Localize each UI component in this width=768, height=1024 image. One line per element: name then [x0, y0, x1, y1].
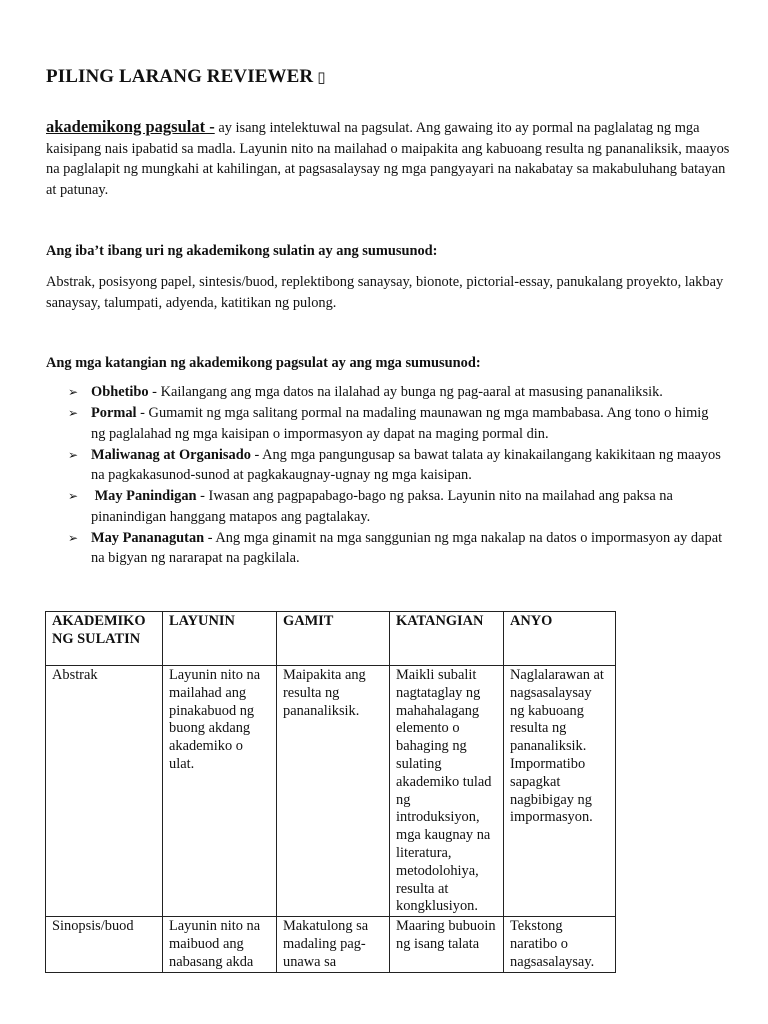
arrow-bullet-icon: ➢: [68, 530, 79, 545]
feature-text: - Gumamit ng mga salitang pormal na madaling maunawan ng mga mambabasa. Ang tono o himig ng paglalahad ng mga kaisipan o impormasyon ay dapat na maging pormal din.: [91, 405, 709, 442]
feature-text: - Kailangang ang mga datos na ilalahad ay bunga ng pag-aaral at masusing pananaliksik.: [148, 384, 663, 400]
types-heading: Ang iba’t ibang uri ng akademikong sulatin ay ang sumusunod:: [46, 243, 438, 259]
feature-text: - Ang mga pangungusap sa bawat talata ay kinakailangang kakikitaan ng maayos na pagkakasunod-sunod at pagkakaugnay-ugnay ng mga kaisipan.: [91, 446, 721, 483]
features-list: [46, 382, 726, 569]
table-cell: Layunin nito na mailahad ang pinakabuod ng buong akdang akademiko o ulat.: [163, 666, 277, 917]
column-header: ANYO: [504, 612, 616, 666]
table-cell: Abstrak: [46, 666, 163, 917]
arrow-bullet-icon: ➢: [68, 406, 79, 420]
intro-paragraph: [46, 117, 736, 200]
feature-term: Pormal: [91, 405, 137, 421]
table-cell: Tekstong naratibo o nagsasalaysay.: [504, 917, 616, 972]
list-item: [46, 403, 726, 444]
table-cell: Maikli subalit nagtataglay ng mahahalagang elemento o bahaging ng sulating akademiko tulad ng introduksiyon, mga kaugnay na literatura, metodolohiya, resulta at kongklusiyon.: [390, 666, 504, 917]
column-header: GAMIT: [277, 612, 390, 666]
intro-term: akademikong pagsulat -: [46, 117, 215, 136]
title-text: PILING LARANG REVIEWER: [46, 66, 314, 87]
column-header: LAYUNIN: [163, 612, 277, 666]
features-heading: Ang mga katangian ng akademikong pagsulat ay ang mga sumusunod:: [46, 355, 481, 371]
types-paragraph: Abstrak, posisyong papel, sintesis/buod, replektibong sanaysay, bionote, pictorial-essay, panukalang proyekto, lakbay sanaysay, talumpati, adyenda, katitikan ng pulong.: [46, 274, 724, 311]
column-header: AKADEMIKO NG SULATIN: [46, 612, 163, 666]
academic-writing-table: [45, 611, 616, 973]
table-row: [46, 666, 616, 917]
table-cell: Naglalarawan at nagsasalaysay ng kabuoang resulta ng pananaliksik. Impormatibo sapagkat nagbibigay ng impormasyon.: [504, 666, 616, 917]
feature-term: May Pananagutan: [91, 529, 205, 546]
arrow-bullet-icon: ➢: [68, 489, 79, 503]
table-header-row: [46, 612, 616, 666]
list-item: [46, 382, 726, 403]
list-item: [46, 486, 726, 527]
column-header: KATANGIAN: [390, 612, 504, 666]
table-cell: Maaring bubuoin ng isang talata: [390, 917, 504, 972]
arrow-bullet-icon: ➢: [68, 447, 79, 462]
list-item: [46, 528, 726, 569]
feature-term: Maliwanag at Organisado: [91, 446, 251, 463]
feature-text: - Ang mga ginamit na mga sanggunian ng mga nakalap na datos o impormasyon ay dapat na bigyan ng nararapat na pagkilala.: [91, 529, 723, 566]
list-item: [46, 445, 726, 486]
table-cell: Makatulong sa madaling pag-unawa sa: [277, 917, 390, 972]
feature-text: - Iwasan ang pagpapabago-bago ng paksa. Layunin nito na mailahad ang paksa na pinanindigan hanggang matapos ang pagtalakay.: [91, 488, 673, 525]
feature-term: May Panindigan: [91, 488, 197, 504]
table-cell: Sinopsis/buod: [46, 917, 163, 972]
table-cell: Layunin nito na maibuod ang nabasang akda: [163, 917, 277, 972]
arrow-bullet-icon: ➢: [68, 385, 79, 399]
page-title: [46, 66, 326, 88]
table-cell: Maipakita ang resulta ng pananaliksik.: [277, 666, 390, 917]
missing-glyph-icon: ▯: [317, 68, 326, 86]
feature-term: Obhetibo: [91, 384, 149, 400]
intro-text: ay isang intelektuwal na pagsulat. Ang gawaing ito ay pormal na paglalatag ng mga kaisipang nais ipabatid sa madla. Layunin nito na mailahad o maipakita ang kabuoang resulta ng pananaliksik, maayos na paglalapit ng mungkahi at kahilingan, at pagsasalaysay ng mga pangyayari na nakabatay sa makabuluhang batayan at patunay.: [46, 120, 730, 198]
table-row: [46, 917, 616, 972]
